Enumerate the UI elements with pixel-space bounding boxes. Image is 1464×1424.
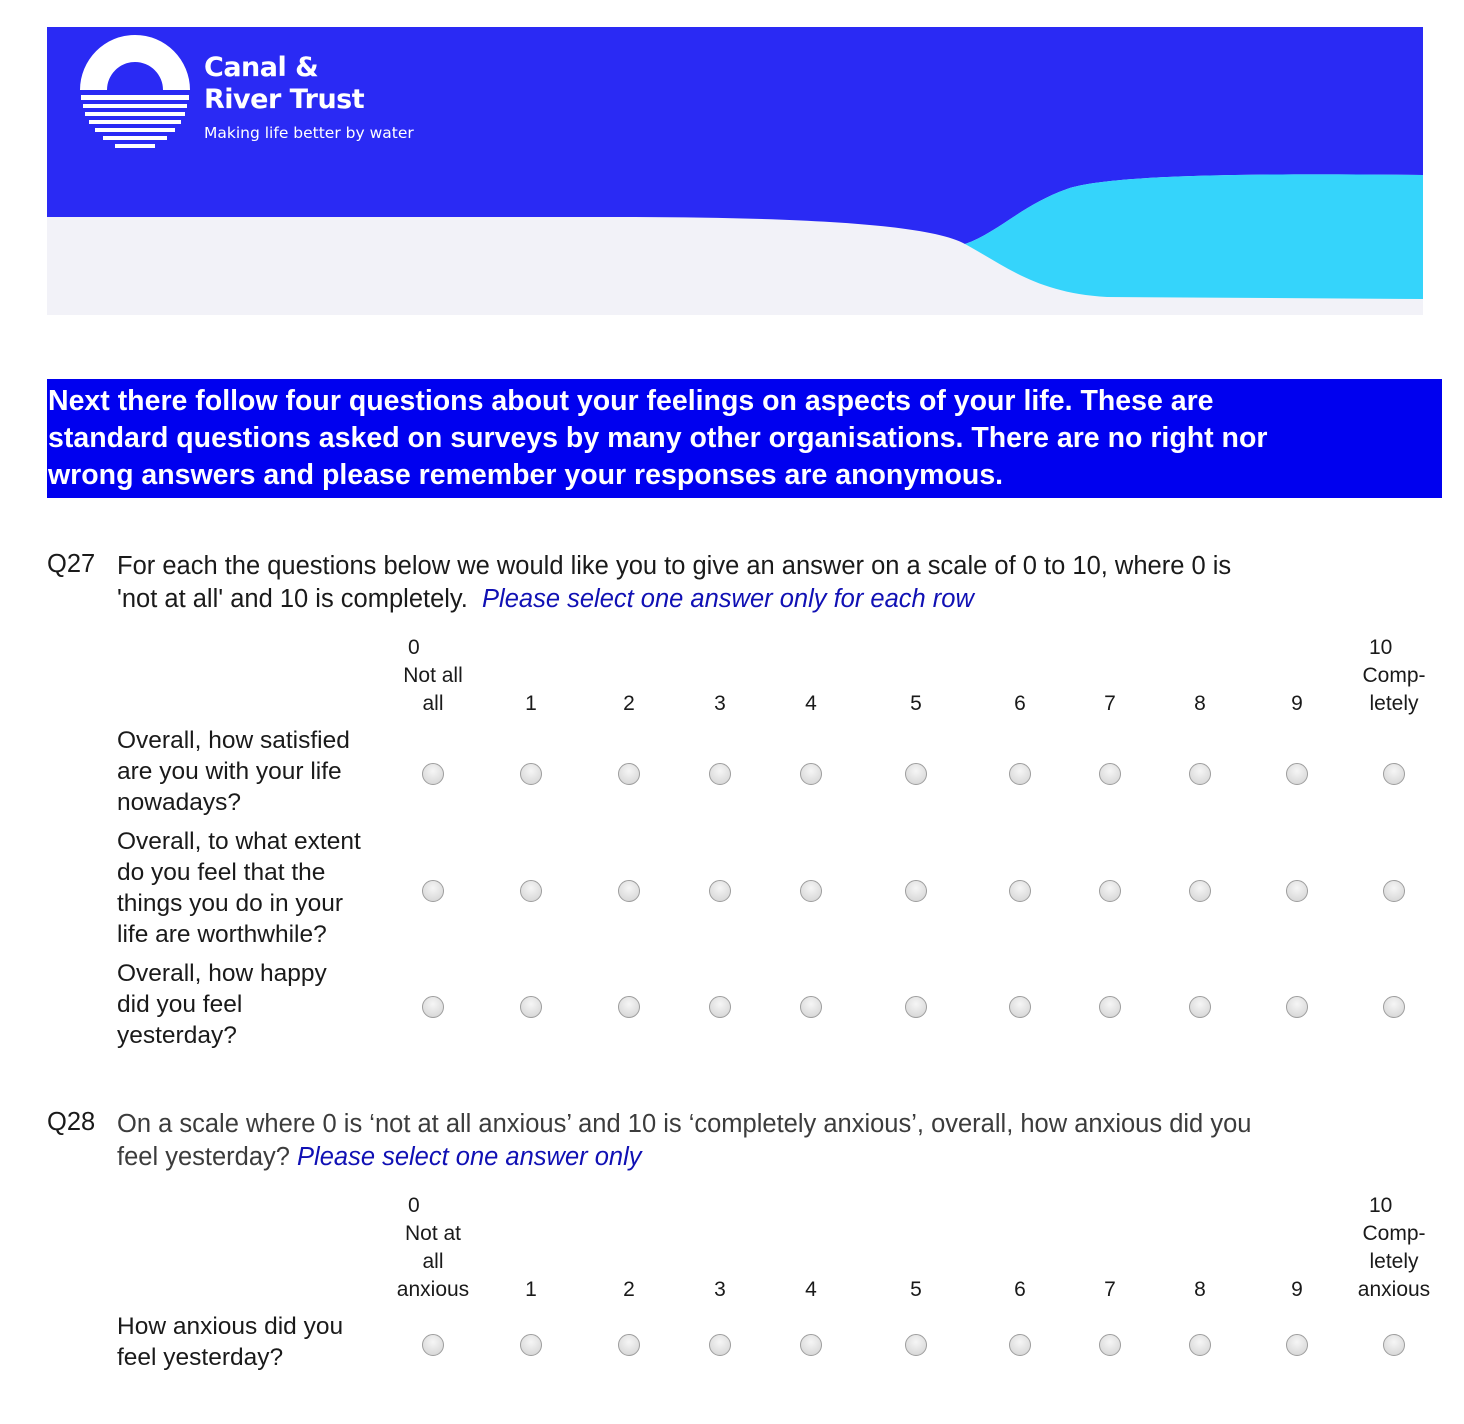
scale-label-line: Comp-	[1362, 1222, 1426, 1245]
scale-label-line: anxious	[396, 1278, 470, 1301]
q28-instruction: Please select one answer only	[297, 1143, 642, 1171]
row-label-line: nowadays?	[117, 789, 241, 816]
radio-option-4[interactable]	[800, 996, 822, 1018]
brand-tagline: Making life better by water	[204, 124, 414, 142]
scale-label-line: all	[422, 692, 444, 715]
header-banner	[47, 27, 1423, 315]
radio-option-8[interactable]	[1189, 880, 1211, 902]
scale-label-line: 0	[408, 1194, 420, 1217]
row-label-line: Overall, how satisfied	[117, 727, 350, 754]
row-label	[117, 826, 387, 950]
row-label-line: yesterday?	[117, 1022, 237, 1049]
scale-label-line: Not all	[403, 664, 463, 687]
radio-option-9[interactable]	[1286, 996, 1308, 1018]
q28-text-line2: feel yesterday?	[117, 1143, 290, 1171]
canal-river-trust-logo-icon	[80, 35, 190, 148]
q28-number: Q28	[47, 1108, 96, 1136]
scale-label-line: letely	[1369, 1250, 1419, 1273]
radio-option-9[interactable]	[1286, 1334, 1308, 1356]
scale-label-2: 2	[623, 1278, 635, 1301]
radio-option-0[interactable]	[422, 880, 444, 902]
radio-option-6[interactable]	[1009, 880, 1031, 902]
scale-label-4: 4	[805, 692, 817, 715]
radio-option-3[interactable]	[709, 763, 731, 785]
scale-label-high	[1339, 634, 1449, 718]
radio-option-2[interactable]	[618, 763, 640, 785]
radio-option-6[interactable]	[1009, 763, 1031, 785]
radio-option-9[interactable]	[1286, 880, 1308, 902]
row-label-line: do you feel that the	[117, 859, 326, 886]
scale-label-7: 7	[1104, 692, 1116, 715]
radio-option-2[interactable]	[618, 880, 640, 902]
row-label-line: How anxious did you	[117, 1313, 344, 1340]
radio-option-5[interactable]	[905, 1334, 927, 1356]
row-label-line: Overall, how happy	[117, 960, 327, 987]
brand-name-line1: Canal &	[204, 52, 319, 83]
scale-label-9: 9	[1291, 692, 1303, 715]
radio-option-1[interactable]	[520, 763, 542, 785]
row-label	[117, 1311, 387, 1373]
radio-option-8[interactable]	[1189, 1334, 1211, 1356]
intro-line: standard questions asked on surveys by many other organisations. There are no right nor	[48, 422, 1268, 454]
radio-option-1[interactable]	[520, 880, 542, 902]
scale-label-line: 10	[1369, 636, 1393, 659]
radio-option-5[interactable]	[905, 763, 927, 785]
scale-label-low	[378, 1192, 488, 1304]
scale-label-line: Not at	[404, 1222, 462, 1245]
radio-option-5[interactable]	[905, 880, 927, 902]
radio-option-2[interactable]	[618, 1334, 640, 1356]
scale-label-line: 0	[408, 636, 420, 659]
radio-option-0[interactable]	[422, 763, 444, 785]
radio-option-10[interactable]	[1383, 880, 1405, 902]
radio-option-7[interactable]	[1099, 763, 1121, 785]
scale-label-2: 2	[623, 692, 635, 715]
q27-text-line2: 'not at all' and 10 is completely.	[117, 585, 468, 613]
row-label	[117, 958, 387, 1051]
scale-label-5: 5	[910, 1278, 922, 1301]
q27-instruction: Please select one answer only for each row	[482, 585, 974, 613]
radio-option-0[interactable]	[422, 996, 444, 1018]
intro-line: wrong answers and please remember your responses are anonymous.	[48, 459, 1004, 491]
radio-option-10[interactable]	[1383, 763, 1405, 785]
scale-label-6: 6	[1014, 1278, 1026, 1301]
scale-label-3: 3	[714, 692, 726, 715]
scale-label-8: 8	[1194, 692, 1206, 715]
row-label-line: did you feel	[117, 991, 243, 1018]
scale-label-1: 1	[525, 692, 537, 715]
scale-label-4: 4	[805, 1278, 817, 1301]
radio-option-7[interactable]	[1099, 1334, 1121, 1356]
radio-option-2[interactable]	[618, 996, 640, 1018]
scale-label-line: anxious	[1357, 1278, 1431, 1301]
row-label-line: Overall, to what extent	[117, 828, 361, 855]
row-label-line: things you do in your	[117, 890, 344, 917]
row-label-line: feel yesterday?	[117, 1344, 284, 1371]
scale-label-7: 7	[1104, 1278, 1116, 1301]
scale-label-1: 1	[525, 1278, 537, 1301]
radio-option-9[interactable]	[1286, 763, 1308, 785]
radio-option-8[interactable]	[1189, 996, 1211, 1018]
radio-option-10[interactable]	[1383, 1334, 1405, 1356]
radio-option-8[interactable]	[1189, 763, 1211, 785]
scale-label-line: Comp-	[1362, 664, 1426, 687]
scale-label-line: 10	[1369, 1194, 1393, 1217]
q28-question-text	[117, 1108, 1427, 1174]
radio-option-4[interactable]	[800, 763, 822, 785]
brand-name-line2: River Trust	[204, 84, 365, 115]
row-label-line: life are worthwhile?	[117, 921, 327, 948]
scale-label-8: 8	[1194, 1278, 1206, 1301]
radio-option-7[interactable]	[1099, 880, 1121, 902]
radio-option-4[interactable]	[800, 880, 822, 902]
scale-label-low	[378, 634, 488, 718]
scale-label-6: 6	[1014, 692, 1026, 715]
radio-option-3[interactable]	[709, 996, 731, 1018]
radio-option-3[interactable]	[709, 880, 731, 902]
radio-option-1[interactable]	[520, 1334, 542, 1356]
scale-label-3: 3	[714, 1278, 726, 1301]
radio-option-5[interactable]	[905, 996, 927, 1018]
q27-number: Q27	[47, 550, 96, 578]
radio-option-6[interactable]	[1009, 996, 1031, 1018]
radio-option-4[interactable]	[800, 1334, 822, 1356]
q27-question-text	[117, 550, 1427, 616]
radio-option-7[interactable]	[1099, 996, 1121, 1018]
q27-text-line1: For each the questions below we would like you to give an answer on a scale of 0 to 10, where 0 is	[117, 552, 1232, 580]
radio-option-3[interactable]	[709, 1334, 731, 1356]
intro-line: Next there follow four questions about your feelings on aspects of your life. These are	[48, 385, 1214, 417]
radio-option-6[interactable]	[1009, 1334, 1031, 1356]
intro-notice	[47, 379, 1442, 498]
radio-option-0[interactable]	[422, 1334, 444, 1356]
row-label-line: are you with your life	[117, 758, 342, 785]
scale-label-line: all	[422, 1250, 444, 1273]
q28-text-line1: On a scale where 0 is ‘not at all anxious’ and 10 is ‘completely anxious’, overall, how anxious did you	[117, 1110, 1252, 1138]
scale-label-9: 9	[1291, 1278, 1303, 1301]
row-label	[117, 725, 387, 818]
brand-name	[204, 52, 364, 116]
scale-label-high	[1339, 1192, 1449, 1304]
scale-label-line: letely	[1369, 692, 1419, 715]
scale-label-5: 5	[910, 692, 922, 715]
radio-option-10[interactable]	[1383, 996, 1405, 1018]
radio-option-1[interactable]	[520, 996, 542, 1018]
